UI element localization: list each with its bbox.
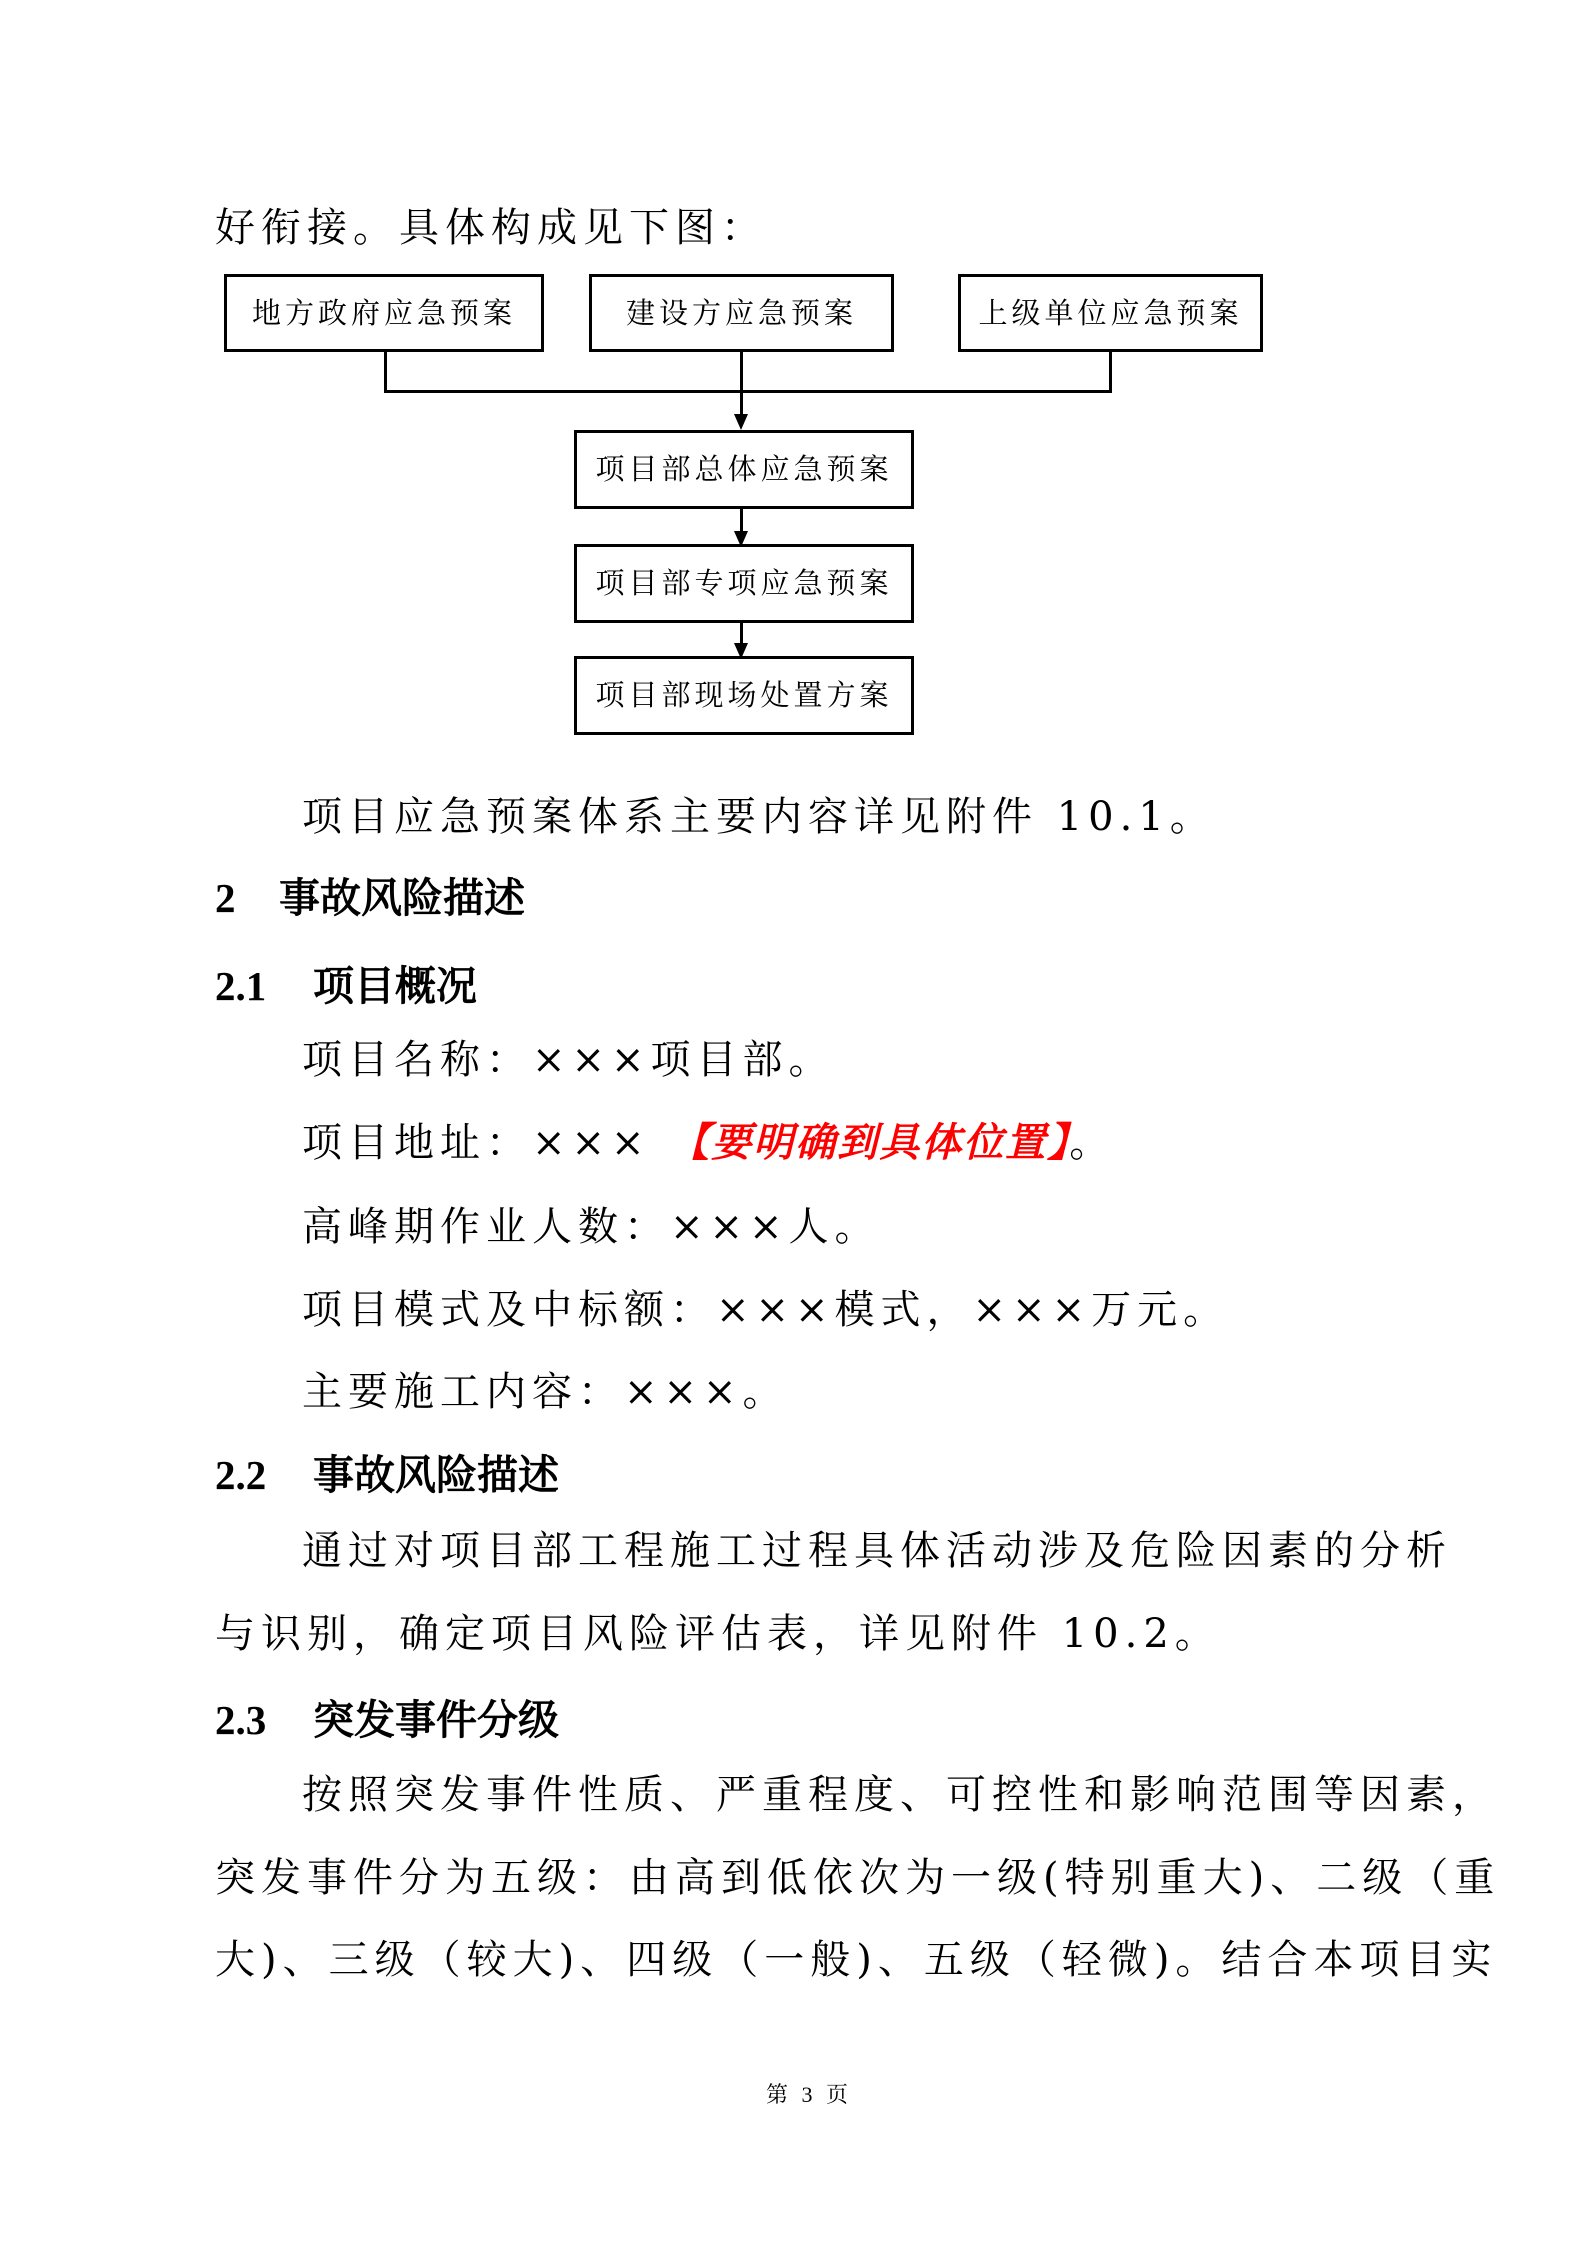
section-2-1-heading — [215, 962, 477, 1010]
project-mode-line: 项目模式及中标额：×××模式，×××万元。 — [302, 1287, 1230, 1333]
section-2-3-heading — [215, 1696, 559, 1744]
section-2-2-heading — [215, 1451, 559, 1499]
connector-line — [740, 352, 743, 393]
box-label: 上级单位应急预案 — [978, 296, 1243, 330]
address-prefix: 项目地址：××× — [302, 1120, 651, 1166]
diagram-box-project-overall-plan — [574, 430, 914, 509]
section-title: 事故风险描述 — [313, 1451, 559, 1499]
construction-content-line: 主要施工内容：×××。 — [302, 1369, 789, 1415]
box-label: 项目部专项应急预案 — [595, 566, 893, 600]
section-title: 项目概况 — [313, 962, 477, 1010]
box-label: 地方政府应急预案 — [251, 296, 516, 330]
connector-line — [740, 623, 743, 645]
classification-line-2: 突发事件分为五级：由高到低依次为一级(特别重大)、二级（重 — [215, 1855, 1501, 1901]
section-number: 2.1 — [215, 963, 267, 1009]
diagram-box-superior-unit — [958, 274, 1263, 352]
diagram-box-construction-party — [589, 274, 894, 352]
risk-paragraph-line-1: 通过对项目部工程施工过程具体活动涉及危险因素的分析 — [302, 1528, 1452, 1574]
diagram-box-project-special-plan — [574, 544, 914, 623]
section-number: 2.3 — [215, 1697, 267, 1743]
section-number: 2.2 — [215, 1452, 267, 1498]
classification-line-1: 按照突发事件性质、严重程度、可控性和影响范围等因素， — [302, 1772, 1498, 1818]
address-suffix: 。 — [1069, 1120, 1116, 1166]
connector-line — [1109, 352, 1112, 393]
project-address-line — [302, 1120, 1116, 1166]
risk-paragraph-line-2: 与识别，确定项目风险评估表，详见附件 10.2。 — [215, 1611, 1221, 1657]
page-number: 第 3 页 — [766, 2082, 853, 2107]
address-note: 【要明确到具体位置】 — [669, 1120, 1070, 1166]
section-2-heading — [215, 874, 525, 922]
connector-horizontal-line — [384, 390, 1112, 393]
connector-line — [384, 352, 387, 393]
project-name-line: 项目名称：×××项目部。 — [302, 1037, 835, 1083]
paragraph-system: 项目应急预案体系主要内容详见附件 10.1。 — [302, 794, 1216, 840]
intro-line: 好衔接。具体构成见下图： — [215, 205, 767, 251]
classification-line-3: 大)、三级（较大)、四级（一般)、五级（轻微)。结合本项目实 — [215, 1937, 1498, 1983]
arrow-down-icon — [734, 414, 748, 430]
connector-line — [740, 390, 743, 416]
box-label: 建设方应急预案 — [625, 296, 857, 330]
section-title: 突发事件分级 — [313, 1696, 559, 1744]
diagram-box-local-government — [224, 274, 544, 352]
diagram-box-project-onsite-plan — [574, 656, 914, 735]
section-number: 2 — [215, 875, 236, 921]
box-label: 项目部总体应急预案 — [595, 452, 893, 486]
connector-line — [740, 509, 743, 533]
box-label: 项目部现场处置方案 — [595, 678, 893, 712]
peak-workers-line: 高峰期作业人数：×××人。 — [302, 1204, 881, 1250]
section-title: 事故风险描述 — [279, 874, 525, 922]
